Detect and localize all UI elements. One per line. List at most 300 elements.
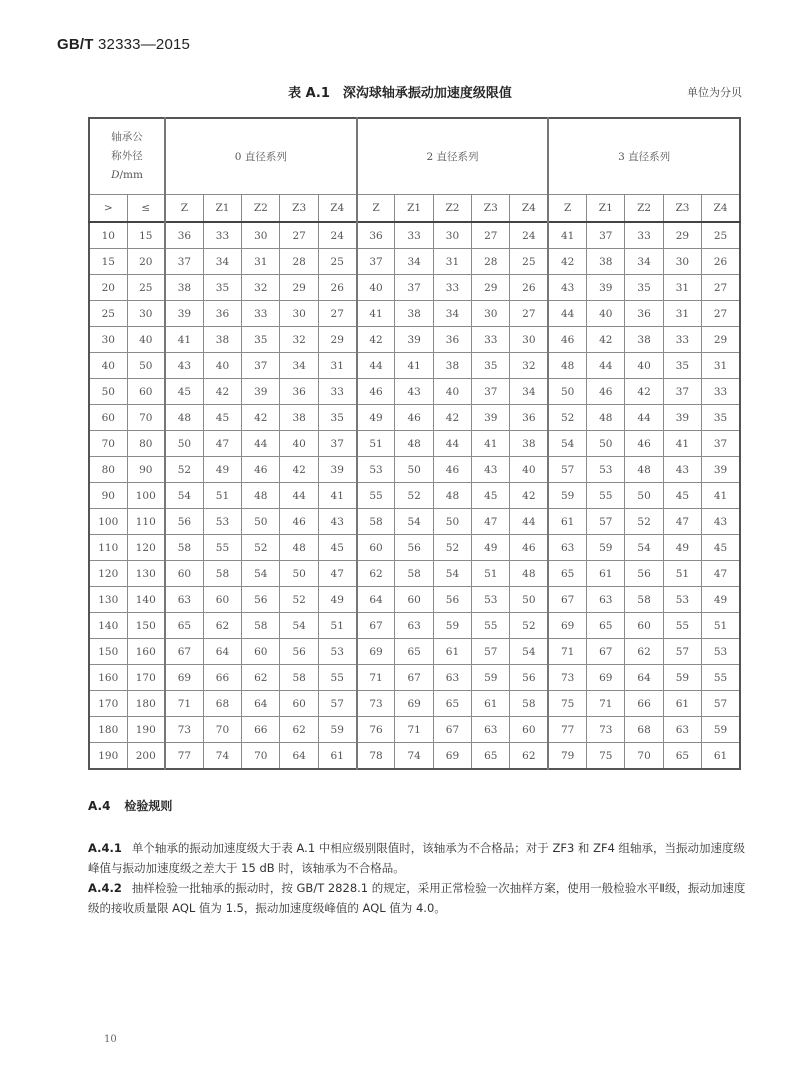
diameter-unit: /mm — [119, 169, 143, 181]
limit-cell-s2-z: 44 — [357, 353, 395, 379]
limit-cell-s0-z3: 40 — [280, 431, 318, 457]
range-le-header: ≤ — [127, 195, 165, 223]
grade-header-s3-z2: Z2 — [625, 195, 663, 223]
limit-cell-s2-z4: 52 — [510, 613, 548, 639]
limit-cell-s2-z1: 50 — [395, 457, 433, 483]
limit-cell-s3-z2: 68 — [625, 717, 663, 743]
limit-cell-s3-z: 42 — [548, 249, 586, 275]
limit-cell-s2-z3: 35 — [472, 353, 510, 379]
table-row — [89, 379, 740, 405]
limit-cell-s3-z4: 27 — [702, 275, 740, 301]
limit-cell-s3-z4: 49 — [702, 587, 740, 613]
limit-cell-s3-z3: 45 — [663, 483, 701, 509]
limit-cell-s3-z2: 36 — [625, 301, 663, 327]
limit-cell-s2-z: 76 — [357, 717, 395, 743]
limit-cell-s3-z: 63 — [548, 535, 586, 561]
grade-header-s2-z3: Z3 — [472, 195, 510, 223]
limit-cell-s2-z1: 71 — [395, 717, 433, 743]
limit-cell-s0-z2: 37 — [242, 353, 280, 379]
page-number: 10 — [104, 1034, 117, 1045]
grade-header-s2-z4: Z4 — [510, 195, 548, 223]
limit-cell-s3-z3: 31 — [663, 275, 701, 301]
limit-cell-s0-z4: 45 — [318, 535, 356, 561]
limit-cell-s0-z2: 52 — [242, 535, 280, 561]
limit-cell-s0-z4: 37 — [318, 431, 356, 457]
limit-cell-s0-z1: 68 — [203, 691, 241, 717]
table-header-row-grades — [89, 195, 740, 223]
limit-cell-s3-z1: 53 — [587, 457, 625, 483]
section-heading — [88, 797, 172, 814]
limit-cell-s0-z: 77 — [165, 743, 203, 770]
diameter-le-cell: 50 — [127, 353, 165, 379]
limit-cell-s2-z1: 34 — [395, 249, 433, 275]
limit-cell-s0-z3: 64 — [280, 743, 318, 770]
diameter-le-cell: 130 — [127, 561, 165, 587]
limit-cell-s3-z1: 42 — [587, 327, 625, 353]
limit-cell-s2-z: 64 — [357, 587, 395, 613]
limit-cell-s3-z3: 43 — [663, 457, 701, 483]
limit-cell-s3-z1: 57 — [587, 509, 625, 535]
limit-cell-s2-z4: 38 — [510, 431, 548, 457]
table-row — [89, 431, 740, 457]
limit-cell-s2-z1: 74 — [395, 743, 433, 770]
limit-cell-s0-z3: 58 — [280, 665, 318, 691]
diameter-le-cell: 90 — [127, 457, 165, 483]
diameter-gt-cell: 10 — [89, 222, 127, 249]
limit-cell-s3-z3: 55 — [663, 613, 701, 639]
limit-cell-s0-z3: 38 — [280, 405, 318, 431]
limit-cell-s0-z: 45 — [165, 379, 203, 405]
table-row — [89, 457, 740, 483]
standard-prefix: GB/T — [57, 36, 94, 53]
limit-cell-s0-z3: 36 — [280, 379, 318, 405]
limit-cell-s2-z: 58 — [357, 509, 395, 535]
limit-cell-s0-z3: 56 — [280, 639, 318, 665]
limit-cell-s0-z: 65 — [165, 613, 203, 639]
limit-cell-s0-z1: 55 — [203, 535, 241, 561]
limit-cell-s2-z4: 32 — [510, 353, 548, 379]
grade-header-s0-z1: Z1 — [203, 195, 241, 223]
limit-cell-s3-z4: 51 — [702, 613, 740, 639]
grade-header-s3-z1: Z1 — [587, 195, 625, 223]
limit-cell-s0-z4: 31 — [318, 353, 356, 379]
limit-cell-s3-z2: 33 — [625, 222, 663, 249]
bearing-header-line2: 称外径 — [111, 150, 143, 162]
limit-cell-s3-z4: 26 — [702, 249, 740, 275]
table-row — [89, 639, 740, 665]
diameter-le-cell: 100 — [127, 483, 165, 509]
limit-cell-s0-z4: 24 — [318, 222, 356, 249]
limit-cell-s0-z1: 45 — [203, 405, 241, 431]
limit-cell-s2-z2: 50 — [433, 509, 471, 535]
table-row — [89, 275, 740, 301]
table-row — [89, 561, 740, 587]
table-row — [89, 327, 740, 353]
limit-cell-s3-z2: 70 — [625, 743, 663, 770]
limit-cell-s3-z3: 61 — [663, 691, 701, 717]
limit-cell-s0-z3: 54 — [280, 613, 318, 639]
limit-cell-s3-z: 50 — [548, 379, 586, 405]
limit-cell-s3-z: 69 — [548, 613, 586, 639]
limit-cell-s3-z3: 51 — [663, 561, 701, 587]
limit-cell-s2-z4: 60 — [510, 717, 548, 743]
limit-cell-s0-z2: 39 — [242, 379, 280, 405]
diameter-gt-cell: 120 — [89, 561, 127, 587]
limit-cell-s2-z2: 38 — [433, 353, 471, 379]
limit-cell-s3-z: 46 — [548, 327, 586, 353]
unit-note: 单位为分贝 — [687, 86, 742, 99]
diameter-gt-cell: 110 — [89, 535, 127, 561]
limit-cell-s0-z3: 52 — [280, 587, 318, 613]
table-row — [89, 353, 740, 379]
limit-cell-s3-z: 44 — [548, 301, 586, 327]
diameter-gt-cell: 170 — [89, 691, 127, 717]
limit-cell-s3-z4: 29 — [702, 327, 740, 353]
grade-header-s3-z: Z — [548, 195, 586, 223]
limit-cell-s0-z4: 39 — [318, 457, 356, 483]
limit-cell-s0-z: 39 — [165, 301, 203, 327]
limit-cell-s0-z2: 33 — [242, 301, 280, 327]
limit-cell-s0-z3: 29 — [280, 275, 318, 301]
limit-cell-s3-z2: 66 — [625, 691, 663, 717]
limit-cell-s0-z3: 34 — [280, 353, 318, 379]
limit-cell-s0-z: 36 — [165, 222, 203, 249]
limit-cell-s0-z2: 35 — [242, 327, 280, 353]
limit-cell-s2-z3: 49 — [472, 535, 510, 561]
limit-cell-s0-z4: 57 — [318, 691, 356, 717]
limit-cell-s3-z3: 33 — [663, 327, 701, 353]
limit-cell-s3-z3: 47 — [663, 509, 701, 535]
limit-cell-s3-z3: 59 — [663, 665, 701, 691]
limit-cell-s3-z1: 69 — [587, 665, 625, 691]
limit-cell-s3-z1: 46 — [587, 379, 625, 405]
diameter-le-cell: 140 — [127, 587, 165, 613]
diameter-gt-cell: 140 — [89, 613, 127, 639]
limit-cell-s2-z4: 50 — [510, 587, 548, 613]
limit-cell-s2-z1: 33 — [395, 222, 433, 249]
limit-cell-s0-z2: 50 — [242, 509, 280, 535]
diameter-gt-cell: 70 — [89, 431, 127, 457]
diameter-gt-cell: 15 — [89, 249, 127, 275]
limit-cell-s2-z2: 54 — [433, 561, 471, 587]
limit-cell-s0-z: 38 — [165, 275, 203, 301]
limit-cell-s0-z3: 42 — [280, 457, 318, 483]
diameter-le-cell: 180 — [127, 691, 165, 717]
limit-cell-s3-z2: 34 — [625, 249, 663, 275]
limit-cell-s0-z3: 28 — [280, 249, 318, 275]
clause-text: 单个轴承的振动加速度级大于表 A.1 中相应级别限值时，该轴承为不合格品；对于 ZF3 和 ZF4 组轴承，当振动加速度级峰值与振动加速度级之差大于 15 dB 时，该轴承为不合格品。 — [88, 841, 746, 875]
bearing-header-line1: 轴承公 — [111, 131, 143, 143]
limit-cell-s2-z4: 34 — [510, 379, 548, 405]
limit-cell-s0-z2: 32 — [242, 275, 280, 301]
limit-cell-s2-z: 53 — [357, 457, 395, 483]
limit-cell-s3-z: 65 — [548, 561, 586, 587]
grade-header-s3-z3: Z3 — [663, 195, 701, 223]
limit-cell-s2-z2: 56 — [433, 587, 471, 613]
limit-cell-s0-z3: 46 — [280, 509, 318, 535]
limit-cell-s0-z1: 47 — [203, 431, 241, 457]
limit-cell-s2-z: 69 — [357, 639, 395, 665]
limit-cell-s2-z3: 59 — [472, 665, 510, 691]
limit-cell-s0-z1: 51 — [203, 483, 241, 509]
limit-cell-s2-z1: 43 — [395, 379, 433, 405]
grade-header-s2-z1: Z1 — [395, 195, 433, 223]
limit-cell-s3-z2: 50 — [625, 483, 663, 509]
limit-cell-s3-z1: 71 — [587, 691, 625, 717]
limit-cell-s0-z3: 50 — [280, 561, 318, 587]
limit-cell-s2-z4: 40 — [510, 457, 548, 483]
diameter-gt-cell: 50 — [89, 379, 127, 405]
limit-cell-s0-z: 67 — [165, 639, 203, 665]
limit-cell-s2-z3: 53 — [472, 587, 510, 613]
vibration-limits-table — [88, 117, 741, 770]
limit-cell-s0-z2: 30 — [242, 222, 280, 249]
limit-cell-s3-z2: 44 — [625, 405, 663, 431]
limit-cell-s3-z: 59 — [548, 483, 586, 509]
limit-cell-s0-z3: 48 — [280, 535, 318, 561]
table-row — [89, 613, 740, 639]
diameter-le-cell: 110 — [127, 509, 165, 535]
table-row — [89, 509, 740, 535]
clause-number: A.4.2 — [88, 881, 122, 895]
limit-cell-s2-z2: 42 — [433, 405, 471, 431]
limit-cell-s2-z3: 55 — [472, 613, 510, 639]
limit-cell-s2-z1: 56 — [395, 535, 433, 561]
limit-cell-s2-z1: 67 — [395, 665, 433, 691]
limit-cell-s2-z1: 60 — [395, 587, 433, 613]
limit-cell-s2-z2: 44 — [433, 431, 471, 457]
series-0-header: 0 直径系列 — [165, 118, 357, 195]
limit-cell-s0-z2: 66 — [242, 717, 280, 743]
diameter-gt-cell: 180 — [89, 717, 127, 743]
limit-cell-s2-z1: 39 — [395, 327, 433, 353]
limit-cell-s2-z3: 33 — [472, 327, 510, 353]
limit-cell-s2-z: 51 — [357, 431, 395, 457]
limit-cell-s2-z4: 54 — [510, 639, 548, 665]
table-row — [89, 691, 740, 717]
limit-cell-s0-z4: 29 — [318, 327, 356, 353]
limit-cell-s0-z1: 66 — [203, 665, 241, 691]
limit-cell-s0-z2: 31 — [242, 249, 280, 275]
limit-cell-s2-z1: 52 — [395, 483, 433, 509]
limit-cell-s2-z3: 51 — [472, 561, 510, 587]
limit-cell-s0-z1: 34 — [203, 249, 241, 275]
limit-cell-s0-z2: 44 — [242, 431, 280, 457]
limit-cell-s3-z: 75 — [548, 691, 586, 717]
limit-cell-s2-z3: 41 — [472, 431, 510, 457]
limit-cell-s0-z1: 53 — [203, 509, 241, 535]
limit-cell-s2-z3: 47 — [472, 509, 510, 535]
diameter-gt-cell: 20 — [89, 275, 127, 301]
limit-cell-s3-z4: 53 — [702, 639, 740, 665]
limit-cell-s3-z: 43 — [548, 275, 586, 301]
limit-cell-s3-z1: 63 — [587, 587, 625, 613]
limit-cell-s3-z1: 39 — [587, 275, 625, 301]
limit-cell-s3-z3: 37 — [663, 379, 701, 405]
limit-cell-s0-z4: 27 — [318, 301, 356, 327]
limit-cell-s3-z4: 35 — [702, 405, 740, 431]
limit-cell-s3-z1: 59 — [587, 535, 625, 561]
limit-cell-s3-z4: 59 — [702, 717, 740, 743]
limit-cell-s0-z: 54 — [165, 483, 203, 509]
limit-cell-s0-z3: 30 — [280, 301, 318, 327]
limit-cell-s2-z: 40 — [357, 275, 395, 301]
limit-cell-s2-z3: 29 — [472, 275, 510, 301]
limit-cell-s2-z: 71 — [357, 665, 395, 691]
limit-cell-s2-z3: 43 — [472, 457, 510, 483]
diameter-gt-cell: 25 — [89, 301, 127, 327]
limit-cell-s2-z2: 33 — [433, 275, 471, 301]
limit-cell-s0-z2: 60 — [242, 639, 280, 665]
diameter-gt-cell: 90 — [89, 483, 127, 509]
limit-cell-s0-z4: 35 — [318, 405, 356, 431]
limit-cell-s3-z4: 57 — [702, 691, 740, 717]
limit-cell-s3-z3: 65 — [663, 743, 701, 770]
limit-cell-s0-z4: 55 — [318, 665, 356, 691]
limit-cell-s3-z1: 55 — [587, 483, 625, 509]
limit-cell-s2-z4: 42 — [510, 483, 548, 509]
limit-cell-s0-z4: 53 — [318, 639, 356, 665]
limit-cell-s3-z3: 30 — [663, 249, 701, 275]
diameter-le-cell: 200 — [127, 743, 165, 770]
limit-cell-s2-z2: 59 — [433, 613, 471, 639]
limit-cell-s2-z3: 37 — [472, 379, 510, 405]
limit-cell-s2-z1: 63 — [395, 613, 433, 639]
limit-cell-s3-z2: 42 — [625, 379, 663, 405]
limit-cell-s0-z: 56 — [165, 509, 203, 535]
limit-cell-s0-z1: 49 — [203, 457, 241, 483]
series-3-header: 3 直径系列 — [548, 118, 740, 195]
limit-cell-s3-z4: 25 — [702, 222, 740, 249]
limit-cell-s3-z1: 61 — [587, 561, 625, 587]
limit-cell-s0-z4: 26 — [318, 275, 356, 301]
limit-cell-s2-z: 55 — [357, 483, 395, 509]
limit-cell-s2-z4: 56 — [510, 665, 548, 691]
limit-cell-s3-z3: 49 — [663, 535, 701, 561]
clause-a42 — [88, 878, 748, 918]
limit-cell-s0-z1: 40 — [203, 353, 241, 379]
limit-cell-s2-z: 41 — [357, 301, 395, 327]
limit-cell-s2-z3: 39 — [472, 405, 510, 431]
diameter-le-cell: 190 — [127, 717, 165, 743]
limit-cell-s2-z1: 38 — [395, 301, 433, 327]
table-row — [89, 222, 740, 249]
limit-cell-s3-z3: 35 — [663, 353, 701, 379]
limit-cell-s3-z4: 31 — [702, 353, 740, 379]
limit-cell-s2-z4: 30 — [510, 327, 548, 353]
limit-cell-s0-z: 43 — [165, 353, 203, 379]
diameter-le-cell: 160 — [127, 639, 165, 665]
limit-cell-s3-z2: 52 — [625, 509, 663, 535]
limit-cell-s3-z2: 46 — [625, 431, 663, 457]
limit-cell-s2-z: 42 — [357, 327, 395, 353]
table-caption: 表 A.1 深沟球轴承振动加速度级限值 — [288, 86, 512, 101]
limit-cell-s3-z1: 50 — [587, 431, 625, 457]
limit-cell-s3-z4: 41 — [702, 483, 740, 509]
limit-cell-s0-z: 52 — [165, 457, 203, 483]
limit-cell-s2-z3: 61 — [472, 691, 510, 717]
limit-cell-s2-z4: 44 — [510, 509, 548, 535]
limit-cell-s2-z: 67 — [357, 613, 395, 639]
section-title: 检验规则 — [124, 799, 173, 813]
limit-cell-s2-z4: 48 — [510, 561, 548, 587]
limit-cell-s2-z2: 46 — [433, 457, 471, 483]
limit-cell-s0-z1: 58 — [203, 561, 241, 587]
limit-cell-s0-z2: 64 — [242, 691, 280, 717]
limit-cell-s2-z4: 25 — [510, 249, 548, 275]
diameter-gt-cell: 80 — [89, 457, 127, 483]
limit-cell-s3-z3: 57 — [663, 639, 701, 665]
limit-cell-s3-z3: 63 — [663, 717, 701, 743]
limit-cell-s3-z2: 58 — [625, 587, 663, 613]
limit-cell-s3-z1: 44 — [587, 353, 625, 379]
limit-cell-s2-z1: 69 — [395, 691, 433, 717]
limit-cell-s0-z: 50 — [165, 431, 203, 457]
limit-cell-s3-z1: 73 — [587, 717, 625, 743]
limit-cell-s0-z1: 33 — [203, 222, 241, 249]
limit-cell-s3-z4: 47 — [702, 561, 740, 587]
limit-cell-s2-z3: 30 — [472, 301, 510, 327]
limit-cell-s3-z: 61 — [548, 509, 586, 535]
limit-cell-s0-z1: 35 — [203, 275, 241, 301]
limit-cell-s3-z4: 55 — [702, 665, 740, 691]
clause-text: 抽样检验一批轴承的振动时，按 GB/T 2828.1 的规定，采用正常检验一次抽样方案，使用一般检验水平Ⅱ级，振动加速度级的接收质量限 AQL 值为 1.5，振动加速度级峰值的 AQL 值为 4.0。 — [88, 881, 746, 915]
limit-cell-s2-z2: 67 — [433, 717, 471, 743]
limit-cell-s0-z1: 60 — [203, 587, 241, 613]
limit-cell-s3-z: 41 — [548, 222, 586, 249]
limit-cell-s2-z3: 27 — [472, 222, 510, 249]
limit-cell-s3-z: 48 — [548, 353, 586, 379]
diameter-le-cell: 80 — [127, 431, 165, 457]
limit-cell-s2-z: 60 — [357, 535, 395, 561]
limit-cell-s0-z4: 51 — [318, 613, 356, 639]
limit-cell-s0-z: 73 — [165, 717, 203, 743]
diameter-le-cell: 170 — [127, 665, 165, 691]
limit-cell-s2-z3: 63 — [472, 717, 510, 743]
diameter-gt-cell: 160 — [89, 665, 127, 691]
limit-cell-s3-z4: 37 — [702, 431, 740, 457]
limit-cell-s3-z4: 61 — [702, 743, 740, 770]
limit-cell-s0-z4: 59 — [318, 717, 356, 743]
limit-cell-s0-z1: 70 — [203, 717, 241, 743]
grade-header-s2-z: Z — [357, 195, 395, 223]
limit-cell-s0-z3: 27 — [280, 222, 318, 249]
table-row — [89, 535, 740, 561]
diameter-le-cell: 30 — [127, 301, 165, 327]
limit-cell-s0-z1: 74 — [203, 743, 241, 770]
table-row — [89, 743, 740, 770]
limit-cell-s2-z4: 58 — [510, 691, 548, 717]
limit-cell-s0-z4: 49 — [318, 587, 356, 613]
limit-cell-s2-z1: 48 — [395, 431, 433, 457]
standard-number: 32333—2015 — [98, 36, 191, 53]
diameter-gt-cell: 190 — [89, 743, 127, 770]
limit-cell-s2-z3: 65 — [472, 743, 510, 770]
diameter-le-cell: 60 — [127, 379, 165, 405]
limit-cell-s3-z2: 64 — [625, 665, 663, 691]
limit-cell-s3-z4: 27 — [702, 301, 740, 327]
limit-cell-s2-z2: 61 — [433, 639, 471, 665]
diameter-le-cell: 40 — [127, 327, 165, 353]
table-header-row-series — [89, 118, 740, 195]
limit-cell-s2-z3: 45 — [472, 483, 510, 509]
limit-cell-s2-z1: 41 — [395, 353, 433, 379]
diameter-le-cell: 70 — [127, 405, 165, 431]
limit-cell-s0-z1: 62 — [203, 613, 241, 639]
limit-cell-s0-z: 69 — [165, 665, 203, 691]
limit-cell-s3-z2: 60 — [625, 613, 663, 639]
limit-cell-s2-z2: 48 — [433, 483, 471, 509]
